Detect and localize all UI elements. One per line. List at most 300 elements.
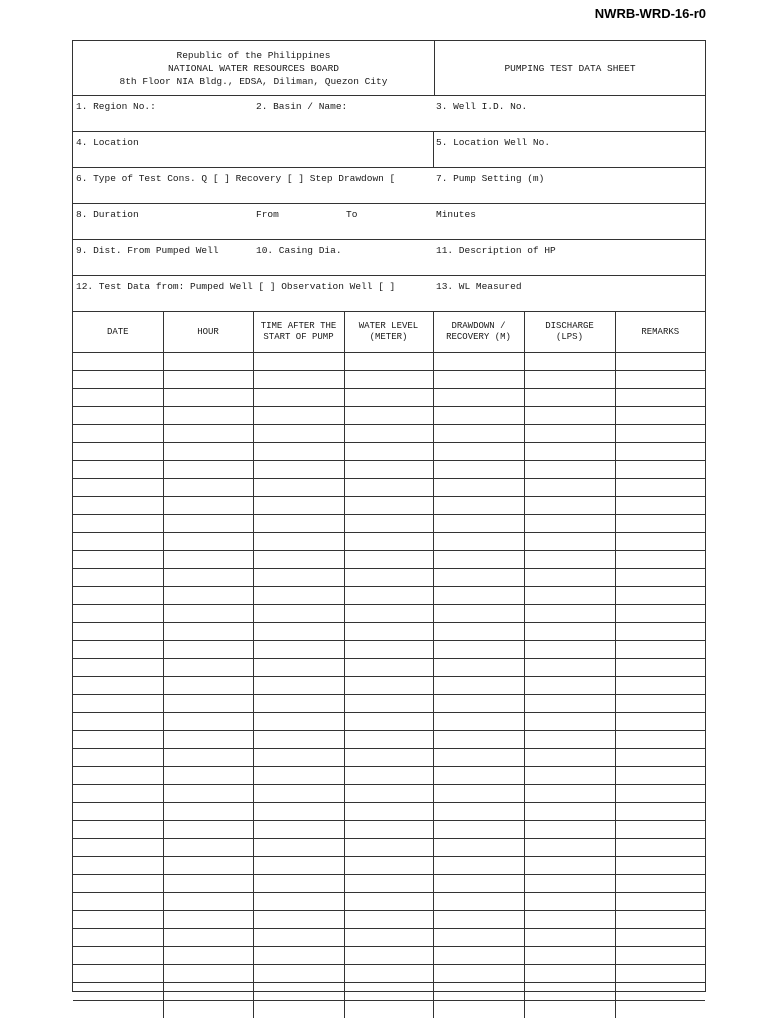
table-cell[interactable]: [615, 893, 705, 911]
table-row: [73, 515, 705, 533]
table-cell[interactable]: [73, 623, 163, 641]
table-cell[interactable]: [524, 875, 615, 893]
table-cell[interactable]: [433, 731, 524, 749]
table-cell[interactable]: [344, 497, 433, 515]
table-cell[interactable]: [615, 731, 705, 749]
table-cell[interactable]: [253, 893, 344, 911]
table-cell[interactable]: [524, 497, 615, 515]
table-cell[interactable]: [344, 641, 433, 659]
table-cell[interactable]: [524, 713, 615, 731]
table-cell[interactable]: [433, 839, 524, 857]
table-cell[interactable]: [433, 713, 524, 731]
table-cell[interactable]: [344, 461, 433, 479]
table-cell[interactable]: [163, 803, 253, 821]
table-cell[interactable]: [253, 857, 344, 875]
table-cell[interactable]: [73, 425, 163, 443]
location-well-field[interactable]: 5. Location Well No.: [436, 137, 551, 148]
table-cell[interactable]: [433, 893, 524, 911]
table-cell[interactable]: [163, 479, 253, 497]
table-cell[interactable]: [253, 497, 344, 515]
table-cell[interactable]: [524, 551, 615, 569]
table-cell[interactable]: [524, 641, 615, 659]
table-cell[interactable]: [163, 425, 253, 443]
table-cell[interactable]: [433, 425, 524, 443]
table-cell[interactable]: [615, 623, 705, 641]
table-cell[interactable]: [615, 965, 705, 983]
table-cell[interactable]: [433, 551, 524, 569]
table-cell[interactable]: [73, 983, 163, 1001]
table-cell[interactable]: [73, 713, 163, 731]
table-cell[interactable]: [163, 371, 253, 389]
table-cell[interactable]: [163, 659, 253, 677]
type-of-test-field[interactable]: 6. Type of Test Cons. Q [ ] Recovery [ ] Step Drawdown [: [76, 173, 396, 184]
table-cell[interactable]: [163, 713, 253, 731]
table-cell[interactable]: [615, 929, 705, 947]
table-cell[interactable]: [524, 407, 615, 425]
table-row: [73, 893, 705, 911]
table-cell[interactable]: [344, 533, 433, 551]
table-cell[interactable]: [163, 929, 253, 947]
table-cell[interactable]: [344, 551, 433, 569]
table-cell[interactable]: [615, 677, 705, 695]
table-row: [73, 425, 705, 443]
table-cell[interactable]: [73, 353, 163, 371]
table-cell[interactable]: [163, 443, 253, 461]
table-cell[interactable]: [524, 623, 615, 641]
table-cell[interactable]: [163, 875, 253, 893]
test-data-field[interactable]: 12. Test Data from: Pumped Well [ ] Observation Well [ ]: [76, 281, 396, 292]
table-cell[interactable]: [253, 983, 344, 1001]
region-field[interactable]: 1. Region No.:: [76, 101, 156, 112]
table-cell[interactable]: [344, 875, 433, 893]
table-cell[interactable]: [73, 533, 163, 551]
table-cell[interactable]: [433, 677, 524, 695]
table-cell[interactable]: [615, 461, 705, 479]
table-cell[interactable]: [253, 803, 344, 821]
table-cell[interactable]: [344, 353, 433, 371]
table-cell[interactable]: [344, 821, 433, 839]
field-row-4: [73, 204, 705, 240]
table-cell[interactable]: [253, 623, 344, 641]
table-cell[interactable]: [524, 767, 615, 785]
table-cell[interactable]: [73, 497, 163, 515]
table-cell[interactable]: [73, 695, 163, 713]
table-cell[interactable]: [615, 785, 705, 803]
table-cell[interactable]: [163, 821, 253, 839]
table-cell[interactable]: [524, 389, 615, 407]
table-cell[interactable]: [163, 695, 253, 713]
table-row: [73, 461, 705, 479]
table-cell[interactable]: [524, 947, 615, 965]
table-cell[interactable]: [433, 785, 524, 803]
table-cell[interactable]: [253, 425, 344, 443]
table-cell[interactable]: [524, 911, 615, 929]
table-cell[interactable]: [615, 605, 705, 623]
table-cell[interactable]: [73, 659, 163, 677]
table-cell[interactable]: [524, 893, 615, 911]
table-cell[interactable]: [253, 479, 344, 497]
table-cell[interactable]: [344, 983, 433, 1001]
table-cell[interactable]: [433, 911, 524, 929]
table-cell[interactable]: [73, 749, 163, 767]
table-cell[interactable]: [73, 479, 163, 497]
table-cell[interactable]: [524, 515, 615, 533]
column-header: [73, 312, 163, 353]
table-row: [73, 731, 705, 749]
casing-field[interactable]: 10. Casing Dia.: [256, 245, 342, 256]
table-cell[interactable]: [253, 785, 344, 803]
table-cell[interactable]: [433, 389, 524, 407]
table-cell[interactable]: [615, 659, 705, 677]
table-cell[interactable]: [253, 677, 344, 695]
minutes-field[interactable]: Minutes: [436, 209, 476, 220]
table-cell[interactable]: [524, 353, 615, 371]
table-cell[interactable]: [433, 641, 524, 659]
table-cell[interactable]: [524, 731, 615, 749]
table-cell[interactable]: [344, 767, 433, 785]
table-cell[interactable]: [253, 515, 344, 533]
table-cell[interactable]: [73, 839, 163, 857]
table-cell[interactable]: [433, 857, 524, 875]
table-cell[interactable]: [615, 767, 705, 785]
column-header-line: DATE: [106, 326, 129, 337]
table-cell[interactable]: [253, 587, 344, 605]
pump-setting-field[interactable]: 7. Pump Setting (m): [436, 173, 545, 184]
table-cell[interactable]: [615, 443, 705, 461]
table-cell[interactable]: [73, 731, 163, 749]
table-cell[interactable]: [73, 893, 163, 911]
column-header-line: (LPS): [555, 332, 583, 342]
table-cell[interactable]: [615, 353, 705, 371]
table-cell[interactable]: [73, 587, 163, 605]
table-cell[interactable]: [344, 389, 433, 407]
table-cell[interactable]: [73, 677, 163, 695]
table-cell[interactable]: [253, 641, 344, 659]
table-cell[interactable]: [433, 929, 524, 947]
table-cell[interactable]: [253, 713, 344, 731]
field-row-6: [73, 276, 705, 312]
table-cell[interactable]: [163, 353, 253, 371]
table-cell[interactable]: [615, 389, 705, 407]
field-row-1: [73, 96, 705, 132]
table-cell[interactable]: [524, 479, 615, 497]
table-row: [73, 371, 705, 389]
table-cell[interactable]: [73, 461, 163, 479]
table-cell[interactable]: [163, 533, 253, 551]
table-cell[interactable]: [433, 695, 524, 713]
table-cell[interactable]: [163, 785, 253, 803]
table-cell[interactable]: [344, 695, 433, 713]
table-cell[interactable]: [73, 515, 163, 533]
to-field[interactable]: To: [346, 209, 358, 220]
from-field[interactable]: From: [256, 209, 279, 220]
table-cell[interactable]: [344, 749, 433, 767]
table-cell[interactable]: [615, 569, 705, 587]
table-cell[interactable]: [253, 605, 344, 623]
table-cell[interactable]: [253, 443, 344, 461]
table-cell[interactable]: [433, 947, 524, 965]
table-cell[interactable]: [433, 1001, 524, 1019]
table-cell[interactable]: [73, 821, 163, 839]
table-cell[interactable]: [615, 641, 705, 659]
table-cell[interactable]: [163, 515, 253, 533]
table-cell[interactable]: [433, 965, 524, 983]
table-cell[interactable]: [163, 731, 253, 749]
table-cell[interactable]: [253, 389, 344, 407]
table-cell[interactable]: [344, 803, 433, 821]
table-cell[interactable]: [524, 965, 615, 983]
table-cell[interactable]: [615, 875, 705, 893]
table-cell[interactable]: [524, 587, 615, 605]
table-cell[interactable]: [163, 983, 253, 1001]
table-cell[interactable]: [344, 407, 433, 425]
table-cell[interactable]: [615, 839, 705, 857]
table-cell[interactable]: [253, 695, 344, 713]
table-cell[interactable]: [253, 911, 344, 929]
table-cell[interactable]: [524, 983, 615, 1001]
table-row: [73, 569, 705, 587]
table-cell[interactable]: [615, 947, 705, 965]
table-cell[interactable]: [163, 857, 253, 875]
column-header: [344, 312, 433, 353]
table-cell[interactable]: [524, 857, 615, 875]
basin-field[interactable]: 2. Basin / Name:: [256, 101, 348, 112]
table-cell[interactable]: [73, 569, 163, 587]
table-cell[interactable]: [433, 623, 524, 641]
table-cell[interactable]: [73, 371, 163, 389]
table-cell[interactable]: [163, 461, 253, 479]
hp-field[interactable]: 11. Description of HP: [436, 245, 556, 256]
table-cell[interactable]: [163, 407, 253, 425]
table-cell[interactable]: [344, 605, 433, 623]
table-cell[interactable]: [73, 605, 163, 623]
table-row: [73, 479, 705, 497]
table-cell[interactable]: [615, 425, 705, 443]
table-cell[interactable]: [615, 479, 705, 497]
table-row: [73, 389, 705, 407]
table-cell[interactable]: [433, 461, 524, 479]
table-cell[interactable]: [344, 911, 433, 929]
table-cell[interactable]: [615, 803, 705, 821]
table-body: [73, 353, 705, 1019]
table-cell[interactable]: [253, 821, 344, 839]
table-cell[interactable]: [163, 1001, 253, 1019]
table-cell[interactable]: [433, 983, 524, 1001]
table-cell[interactable]: [433, 497, 524, 515]
table-cell[interactable]: [615, 1001, 705, 1019]
table-cell[interactable]: [615, 407, 705, 425]
table-cell[interactable]: [524, 1001, 615, 1019]
table-cell[interactable]: [163, 587, 253, 605]
wl-measured-field[interactable]: 13. WL Measured: [436, 281, 522, 292]
table-cell[interactable]: [163, 641, 253, 659]
table-cell[interactable]: [163, 911, 253, 929]
table-cell[interactable]: [163, 965, 253, 983]
table-cell[interactable]: [163, 569, 253, 587]
table-cell[interactable]: [73, 911, 163, 929]
table-cell[interactable]: [524, 839, 615, 857]
table-cell[interactable]: [73, 641, 163, 659]
table-cell[interactable]: [73, 389, 163, 407]
table-cell[interactable]: [433, 659, 524, 677]
table-cell[interactable]: [433, 605, 524, 623]
table-cell[interactable]: [615, 371, 705, 389]
table-cell[interactable]: [615, 497, 705, 515]
table-cell[interactable]: [253, 569, 344, 587]
table-cell[interactable]: [433, 353, 524, 371]
table-cell[interactable]: [344, 569, 433, 587]
table-cell[interactable]: [433, 803, 524, 821]
table-cell[interactable]: [163, 623, 253, 641]
table-cell[interactable]: [253, 1001, 344, 1019]
table-cell[interactable]: [163, 749, 253, 767]
table-cell[interactable]: [253, 767, 344, 785]
table-cell[interactable]: [253, 659, 344, 677]
table-cell[interactable]: [163, 839, 253, 857]
table-cell[interactable]: [344, 785, 433, 803]
duration-field[interactable]: 8. Duration: [76, 209, 139, 220]
table-cell[interactable]: [615, 515, 705, 533]
table-cell[interactable]: [253, 407, 344, 425]
table-cell[interactable]: [344, 515, 433, 533]
table-cell[interactable]: [163, 947, 253, 965]
table-cell[interactable]: [433, 533, 524, 551]
table-cell[interactable]: [253, 353, 344, 371]
table-cell[interactable]: [73, 767, 163, 785]
table-cell[interactable]: [524, 929, 615, 947]
data-sheet: [72, 40, 706, 992]
table-cell[interactable]: [344, 857, 433, 875]
table-cell[interactable]: [524, 569, 615, 587]
table-cell[interactable]: [433, 749, 524, 767]
well-id-field[interactable]: 3. Well I.D. No.: [436, 101, 528, 112]
table-cell[interactable]: [524, 695, 615, 713]
table-cell[interactable]: [524, 461, 615, 479]
table-row: [73, 821, 705, 839]
table-cell[interactable]: [615, 983, 705, 1001]
table-row: [73, 407, 705, 425]
table-cell[interactable]: [344, 929, 433, 947]
table-cell[interactable]: [73, 965, 163, 983]
table-cell[interactable]: [524, 605, 615, 623]
table-cell[interactable]: [524, 803, 615, 821]
table-cell[interactable]: [433, 371, 524, 389]
table-cell[interactable]: [73, 947, 163, 965]
table-cell[interactable]: [163, 497, 253, 515]
table-cell[interactable]: [524, 821, 615, 839]
table-cell[interactable]: [253, 731, 344, 749]
table-cell[interactable]: [253, 551, 344, 569]
table-cell[interactable]: [73, 857, 163, 875]
table-cell[interactable]: [433, 407, 524, 425]
table-cell[interactable]: [344, 947, 433, 965]
table-cell[interactable]: [344, 425, 433, 443]
table-cell[interactable]: [163, 677, 253, 695]
table-cell[interactable]: [163, 605, 253, 623]
table-cell[interactable]: [433, 515, 524, 533]
table-cell[interactable]: [344, 371, 433, 389]
table-cell[interactable]: [524, 443, 615, 461]
table-cell[interactable]: [344, 587, 433, 605]
table-cell[interactable]: [344, 1001, 433, 1019]
table-cell[interactable]: [253, 371, 344, 389]
table-cell[interactable]: [433, 875, 524, 893]
table-cell[interactable]: [524, 533, 615, 551]
table-cell[interactable]: [163, 893, 253, 911]
location-field[interactable]: 4. Location: [76, 137, 139, 148]
table-cell[interactable]: [73, 407, 163, 425]
table-cell[interactable]: [253, 965, 344, 983]
table-cell[interactable]: [344, 443, 433, 461]
table-cell[interactable]: [163, 389, 253, 407]
table-cell[interactable]: [73, 875, 163, 893]
table-cell[interactable]: [73, 551, 163, 569]
table-cell[interactable]: [253, 875, 344, 893]
column-header-line: REMARKS: [641, 326, 680, 337]
table-cell[interactable]: [253, 839, 344, 857]
table-cell[interactable]: [163, 767, 253, 785]
table-cell[interactable]: [344, 839, 433, 857]
table-cell[interactable]: [615, 749, 705, 767]
table-cell[interactable]: [344, 677, 433, 695]
table-cell[interactable]: [253, 533, 344, 551]
table-cell[interactable]: [433, 443, 524, 461]
table-cell[interactable]: [344, 623, 433, 641]
table-cell[interactable]: [524, 785, 615, 803]
table-row: [73, 353, 705, 371]
table-cell[interactable]: [524, 749, 615, 767]
table-cell[interactable]: [344, 731, 433, 749]
column-header-line: DRAWDOWN /: [451, 321, 506, 331]
table-cell[interactable]: [73, 803, 163, 821]
table-cell[interactable]: [253, 929, 344, 947]
table-cell[interactable]: [433, 821, 524, 839]
table-cell[interactable]: [615, 713, 705, 731]
table-cell[interactable]: [615, 695, 705, 713]
table-cell[interactable]: [615, 857, 705, 875]
table-cell[interactable]: [344, 479, 433, 497]
table-cell[interactable]: [253, 947, 344, 965]
table-cell[interactable]: [615, 821, 705, 839]
table-header-row: [73, 312, 705, 353]
table-cell[interactable]: [433, 479, 524, 497]
table-cell[interactable]: [73, 785, 163, 803]
table-cell[interactable]: [163, 551, 253, 569]
table-cell[interactable]: [344, 713, 433, 731]
table-cell[interactable]: [615, 911, 705, 929]
table-cell[interactable]: [344, 659, 433, 677]
table-cell[interactable]: [615, 533, 705, 551]
dist-pumped-field[interactable]: 9. Dist. From Pumped Well: [76, 245, 219, 256]
table-cell[interactable]: [73, 443, 163, 461]
table-cell[interactable]: [433, 587, 524, 605]
table-cell[interactable]: [615, 587, 705, 605]
table-cell[interactable]: [524, 425, 615, 443]
table-cell[interactable]: [344, 965, 433, 983]
table-cell[interactable]: [253, 749, 344, 767]
table-cell[interactable]: [524, 659, 615, 677]
table-cell[interactable]: [253, 461, 344, 479]
table-cell[interactable]: [524, 677, 615, 695]
table-cell[interactable]: [73, 1001, 163, 1019]
table-cell[interactable]: [433, 767, 524, 785]
table-cell[interactable]: [433, 569, 524, 587]
table-row: [73, 551, 705, 569]
table-cell[interactable]: [344, 893, 433, 911]
table-cell[interactable]: [615, 551, 705, 569]
table-cell[interactable]: [524, 371, 615, 389]
table-cell[interactable]: [73, 929, 163, 947]
